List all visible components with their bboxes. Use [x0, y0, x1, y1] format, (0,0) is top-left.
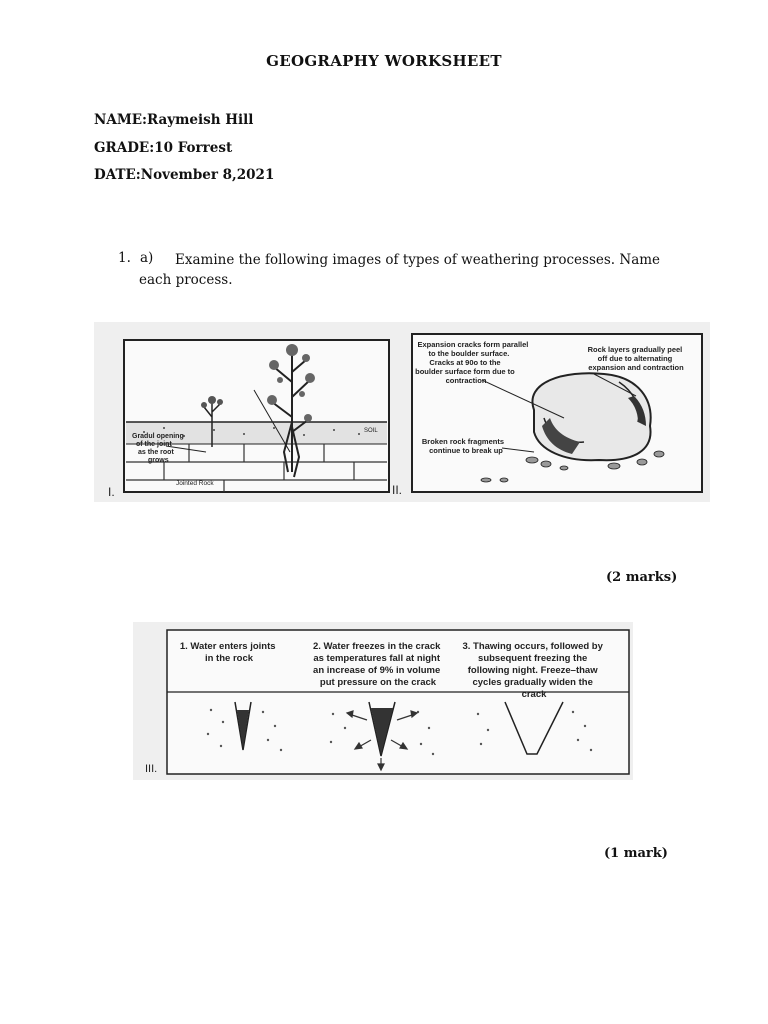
figure-1-marks: (2 marks)	[606, 570, 678, 585]
question-part: a)	[140, 250, 154, 266]
panel-i-label-rock: Jointed Rock	[176, 480, 214, 487]
name-value: Raymeish Hill	[147, 112, 254, 128]
step-3-text: 3. Thawing occurs, followed by subsequent freezing the following night. Freeze–thaw cycles gradually widen the crack	[462, 641, 603, 700]
step-2-text: 2. Water freezes in the crack as temperatures fall at night an increase of 9% in volume put pressure on the crack	[312, 641, 441, 688]
step-1-text: 1. Water enters joints in the rock	[179, 641, 276, 664]
panel-iii-roman: III.	[145, 763, 158, 775]
figure-weathering-2	[133, 622, 633, 780]
worksheet-title: GEOGRAPHY WORKSHEET	[266, 52, 502, 70]
figure-2-illustration	[133, 622, 633, 780]
date-label: DATE:	[94, 167, 141, 183]
date-value: November 8,2021	[140, 167, 275, 183]
name-label: NAME:	[94, 112, 148, 128]
panel-ii-label-cracks: Expansion cracks form parallel to the boulder surface. Cracks at 90o to the boulder surface form due to contraction	[415, 340, 529, 385]
grade-field	[94, 140, 232, 156]
panel-ii-roman: II.	[392, 483, 403, 497]
panel-i-label-opening: Gradul opening of the joint as the root grows	[132, 433, 184, 464]
panel-i-label-soil: SOIL	[364, 428, 378, 434]
panel-ii-label-layers: Rock layers gradually peel off due to alternating expansion and contraction	[587, 345, 684, 372]
grade-label: GRADE:	[94, 140, 155, 156]
name-field	[94, 112, 253, 128]
figure-2-marks: (1 mark)	[604, 846, 668, 861]
question-text: Examine the following images of types of weathering processes. Name each process.	[139, 252, 661, 288]
figure-1-illustration	[94, 322, 710, 502]
question-number: 1.	[118, 250, 131, 266]
figure-weathering-1	[94, 322, 710, 502]
panel-ii-label-fragments: Broken rock fragments continue to break up	[421, 437, 505, 455]
date-field	[94, 167, 274, 183]
grade-value: 10 Forrest	[154, 140, 233, 156]
panel-i-roman: I.	[108, 485, 115, 499]
